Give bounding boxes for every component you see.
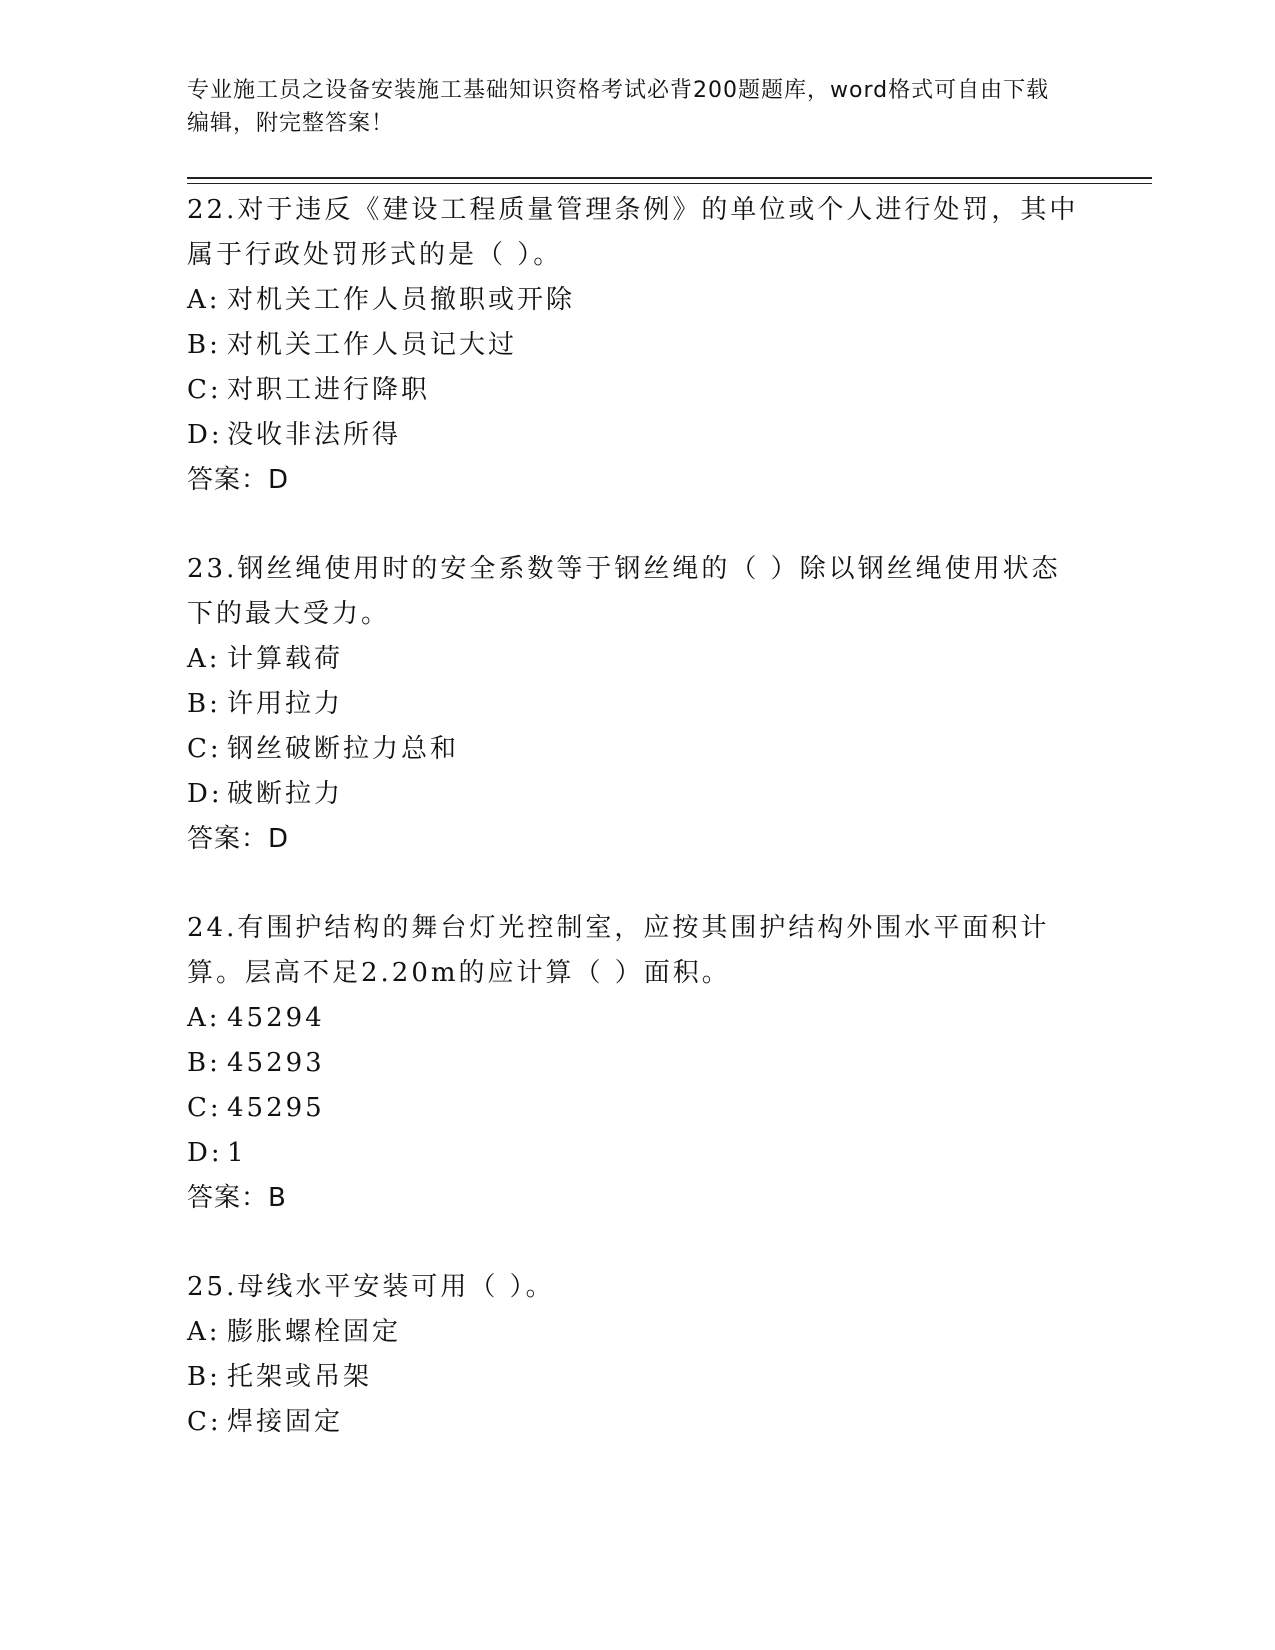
option-letter: B:	[187, 1362, 221, 1392]
option-c	[187, 1400, 1087, 1445]
option-c	[187, 727, 1087, 772]
document-header: 专业施工员之设备安装施工基础知识资格考试必背200题题库，word格式可自由下载编辑，附完整答案！	[187, 78, 1050, 136]
option-text: 膨胀螺栓固定	[227, 1317, 402, 1347]
answer-label: 答案：B	[187, 1183, 287, 1213]
option-letter: D:	[187, 779, 223, 809]
option-d	[187, 413, 1087, 458]
option-letter: C:	[187, 734, 222, 764]
option-letter: A:	[187, 1003, 221, 1033]
option-text: 许用拉力	[227, 689, 344, 719]
question-text: 25.母线水平安装可用（ ）。	[187, 1272, 555, 1302]
option-letter: B:	[187, 1048, 221, 1078]
option-text: 对职工进行降职	[227, 375, 431, 405]
option-letter: A:	[187, 1317, 221, 1347]
answer-label: 答案：D	[187, 824, 290, 854]
option-b	[187, 323, 1087, 368]
option-a	[187, 637, 1087, 682]
option-letter: A:	[187, 644, 221, 674]
option-b	[187, 1355, 1087, 1400]
option-letter: B:	[187, 689, 221, 719]
option-text: 没收非法所得	[227, 420, 402, 450]
question-24	[187, 906, 1087, 1221]
option-c	[187, 368, 1087, 413]
option-a	[187, 996, 1087, 1041]
question-list	[187, 188, 1087, 1489]
option-b	[187, 1041, 1087, 1086]
option-text: 钢丝破断拉力总和	[227, 734, 460, 764]
option-c	[187, 1086, 1087, 1131]
option-d	[187, 772, 1087, 817]
option-text: 计算载荷	[227, 644, 344, 674]
header-divider-thin	[187, 183, 1152, 184]
question-text: 24.有围护结构的舞台灯光控制室，应按其围护结构外围水平面积计算。层高不足2.20m的应计算（ ）面积。	[187, 913, 1050, 988]
option-text: 破断拉力	[227, 779, 344, 809]
option-a	[187, 278, 1087, 323]
header-divider-thick	[187, 177, 1152, 179]
question-text: 23.钢丝绳使用时的安全系数等于钢丝绳的（ ）除以钢丝绳使用状态下的最大受力。	[187, 554, 1061, 629]
option-text: 对机关工作人员撤职或开除	[227, 285, 576, 315]
option-text: 45294	[227, 1003, 325, 1033]
option-letter: D:	[187, 1138, 223, 1168]
option-d	[187, 1131, 1087, 1176]
option-text: 焊接固定	[227, 1407, 344, 1437]
answer-label: 答案：D	[187, 465, 290, 495]
option-text: 45293	[227, 1048, 325, 1078]
option-letter: A:	[187, 285, 221, 315]
option-text: 托架或吊架	[227, 1362, 373, 1392]
option-letter: C:	[187, 1093, 222, 1123]
option-text: 45295	[227, 1093, 325, 1123]
question-25	[187, 1265, 1087, 1445]
question-text: 22.对于违反《建设工程质量管理条例》的单位或个人进行处罚，其中属于行政处罚形式的是（ ）。	[187, 195, 1079, 270]
option-text: 1	[227, 1138, 247, 1168]
option-a	[187, 1310, 1087, 1355]
option-letter: D:	[187, 420, 223, 450]
question-23	[187, 547, 1087, 862]
question-22	[187, 188, 1087, 503]
option-letter: C:	[187, 375, 222, 405]
option-text: 对机关工作人员记大过	[227, 330, 518, 360]
option-b	[187, 682, 1087, 727]
option-letter: B:	[187, 330, 221, 360]
option-letter: C:	[187, 1407, 222, 1437]
